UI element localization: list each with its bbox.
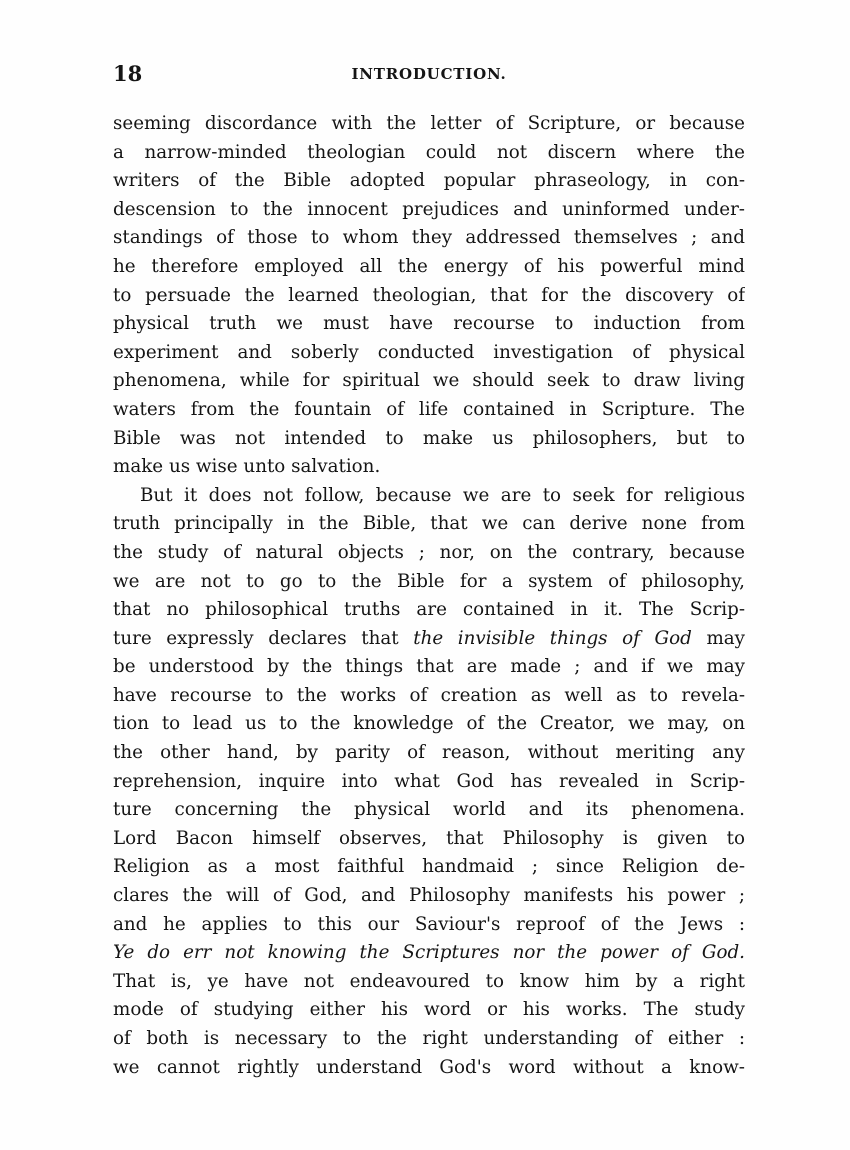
text-line: writers of the Bible adopted popular phraseology, in con- — [113, 170, 745, 192]
text-line-segment: ture expressly declares that — [113, 627, 399, 649]
text-line: Lord Bacon himself observes, that Philosophy is given to — [113, 827, 745, 849]
text-line: have recourse to the works of creation as well as to revela- — [113, 684, 745, 706]
italic-phrase: the invisible things of God — [413, 627, 692, 649]
text-line-with-italic-phrase — [113, 625, 745, 654]
text-line: mode of studying either his word or his works. The study — [113, 999, 745, 1021]
text-line: the other hand, by parity of reason, without meriting any — [113, 742, 745, 764]
text-line: ture concerning the physical world and its phenomena. — [113, 799, 745, 821]
italic-quotation-line: Ye do err not knowing the Scriptures nor the power of God. — [113, 942, 745, 964]
text-line: standings of those to whom they addressed themselves ; and — [113, 227, 745, 249]
page-header — [113, 62, 745, 92]
text-line: to persuade the learned theologian, that for the discovery of — [113, 284, 745, 306]
text-line: clares the will of God, and Philosophy manifests his power ; — [113, 885, 745, 907]
page-number: 18 — [113, 61, 143, 86]
text-line: be understood by the things that are made ; and if we may — [113, 656, 745, 678]
body-text — [113, 110, 745, 1082]
text-line: But it does not follow, because we are to seek for religious — [140, 484, 745, 506]
text-line: phenomena, while for spiritual we should seek to draw living — [113, 370, 745, 392]
text-line: reprehension, inquire into what God has revealed in Scrip- — [113, 770, 745, 792]
text-line: the study of natural objects ; nor, on the contrary, because — [113, 541, 745, 563]
text-line: that no philosophical truths are contained in it. The Scrip- — [113, 599, 745, 621]
text-line: Religion as a most faithful handmaid ; since Religion de- — [113, 856, 745, 878]
text-line: truth principally in the Bible, that we can derive none from — [113, 513, 745, 535]
text-line: Bible was not intended to make us philosophers, but to — [113, 427, 745, 449]
text-line: he therefore employed all the energy of his powerful mind — [113, 255, 745, 277]
text-line: That is, ye have not endeavoured to know him by a right — [113, 970, 745, 992]
text-line: we cannot rightly understand God's word without a know- — [113, 1056, 745, 1078]
text-line: physical truth we must have recourse to induction from — [113, 313, 745, 335]
text-line: tion to lead us to the knowledge of the Creator, we may, on — [113, 713, 745, 735]
text-line: we are not to go to the Bible for a system of philosophy, — [113, 570, 745, 592]
text-line: of both is necessary to the right understanding of either : — [113, 1028, 745, 1049]
text-line: and he applies to this our Saviour's reproof of the Jews : — [113, 913, 745, 935]
text-line-segment: may — [706, 627, 745, 649]
text-line: a narrow-minded theologian could not discern where the — [113, 141, 745, 163]
running-head: INTRODUCTION. — [351, 65, 507, 83]
text-line: seeming discordance with the letter of Scripture, or because — [113, 113, 745, 134]
text-line: waters from the fountain of life contained in Scripture. The — [113, 398, 745, 420]
text-line: make us wise unto salvation. — [113, 456, 381, 478]
text-line: experiment and soberly conducted investigation of physical — [113, 341, 745, 363]
text-line: descension to the innocent prejudices and uninformed under- — [113, 198, 745, 220]
